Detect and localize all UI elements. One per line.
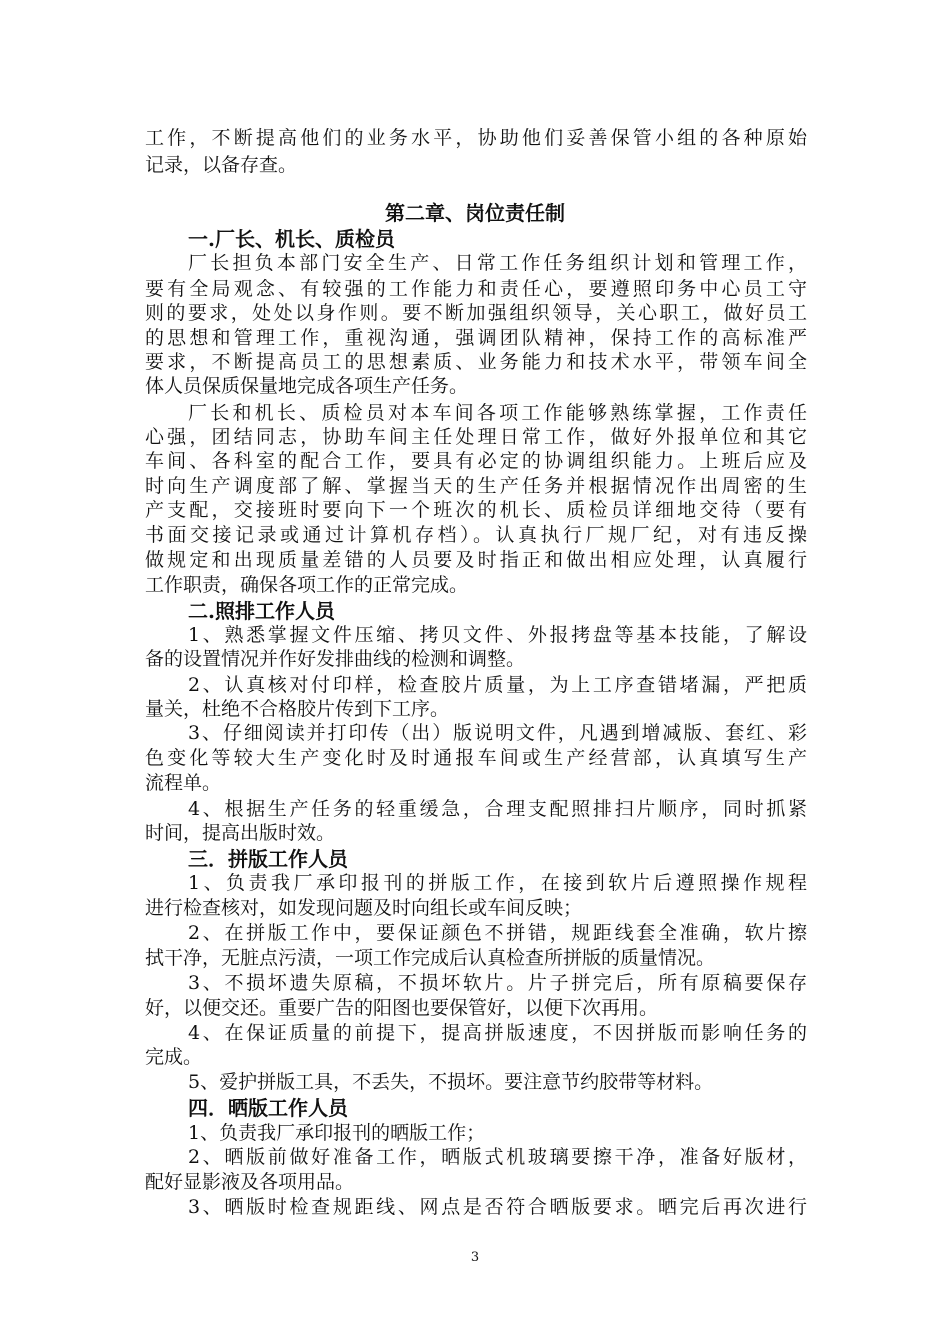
body-line: 厂长担负本部门安全生产、日常工作任务组织计划和管理工作， [188,252,807,274]
body-line: 工作职责，确保各项工作的正常完成。 [145,574,469,596]
body-line: 拭干净，无脏点污渍，一项工作完成后认真检查所拼版的质量情况。 [145,947,716,969]
body-line: 体人员保质保量地完成各项生产任务。 [145,375,469,397]
body-line: 备的设置情况并作好发排曲线的检测和调整。 [145,648,526,670]
body-line: 流程单。 [145,772,222,794]
body-line: 则的要求，处处以身作则。要不断加强组织领导，关心职工，做好员工 [145,302,807,324]
page-number: 3 [470,1250,480,1265]
body-line: 时向生产调度部了解、掌握当天的生产任务并根据情况作出周密的生 [145,475,807,497]
body-line: 车间、各科室的配合工作，要具有必定的协调组织能力。上班后应及 [145,450,807,472]
body-line: 时间，提高出版时效。 [145,822,336,844]
body-line: 要有全局观念、有较强的工作能力和责任心，要遵照印务中心员工守 [145,278,807,300]
body-line: 2、晒版前做好准备工作，晒版式机玻璃要擦干净，准备好版材， [188,1146,807,1168]
body-line: 配好显影液及各项用品。 [145,1171,355,1193]
body-line: 完成。 [145,1046,203,1068]
body-line: 3、晒版时检查规距线、网点是否符合晒版要求。晒完后再次进行 [188,1196,807,1218]
body-line: 3、不损坏遗失原稿，不损坏软片。片子拼完后，所有原稿要保存 [188,972,807,994]
body-line: 4、根据生产任务的轻重缓急，合理支配照排扫片顺序，同时抓紧 [188,798,807,820]
section-heading: 二.照排工作人员 [188,599,335,623]
body-line: 3、仔细阅读并打印传（出）版说明文件，凡遇到增减版、套红、彩 [188,722,807,744]
body-line: 厂长和机长、质检员对本车间各项工作能够熟练掌握，工作责任 [188,402,807,424]
body-line: 的思想和管理工作，重视沟通，强调团队精神，保持工作的高标准严 [145,327,807,349]
section-heading: 四．晒版工作人员 [188,1096,348,1120]
body-line: 进行检查核对，如发现问题及时向组长或车间反映； [145,897,583,919]
body-line: 书面交接记录或通过计算机存档）。认真执行厂规厂纪，对有违反操 [145,524,807,546]
section-heading: 一.厂长、机长、质检员 [188,227,395,251]
body-line: 2、在拼版工作中，要保证颜色不拼错，规距线套全准确，软片擦 [188,922,807,944]
body-line: 记录，以备存查。 [145,154,298,176]
section-heading: 三．拼版工作人员 [188,847,348,871]
body-line: 量关，杜绝不合格胶片传到下工序。 [145,698,450,720]
body-line: 1、负责我厂承印报刊的晒版工作； [188,1122,486,1144]
body-line: 2、认真核对付印样，检查胶片质量，为上工序查错堵漏，严把质 [188,674,807,696]
body-line: 做规定和出现质量差错的人员要及时指正和做出相应处理，认真履行 [145,549,807,571]
body-line: 色变化等较大生产变化时及时通报车间或生产经营部，认真填写生产 [145,747,807,769]
chapter-title: 第二章、岗位责任制 [385,201,565,225]
body-line: 5、爱护拼版工具，不丢失，不损坏。要注意节约胶带等材料。 [188,1071,714,1093]
body-line: 1、负责我厂承印报刊的拼版工作，在接到软片后遵照操作规程 [188,872,807,894]
body-line: 4、在保证质量的前提下，提高拼版速度，不因拼版而影响任务的 [188,1022,807,1044]
body-line: 工作，不断提高他们的业务水平，协助他们妥善保管小组的各种原始 [145,127,807,149]
body-line: 要求，不断提高员工的思想素质、业务能力和技术水平，带领车间全 [145,351,807,373]
body-line: 好，以便交还。重要广告的阳图也要保管好，以便下次再用。 [145,997,659,1019]
body-line: 产支配，交接班时要向下一个班次的机长、质检员详细地交待（要有 [145,499,807,521]
body-line: 1、熟悉掌握文件压缩、拷贝文件、外报拷盘等基本技能，了解设 [188,624,807,646]
body-line: 心强，团结同志，协助车间主任处理日常工作，做好外报单位和其它 [145,426,807,448]
